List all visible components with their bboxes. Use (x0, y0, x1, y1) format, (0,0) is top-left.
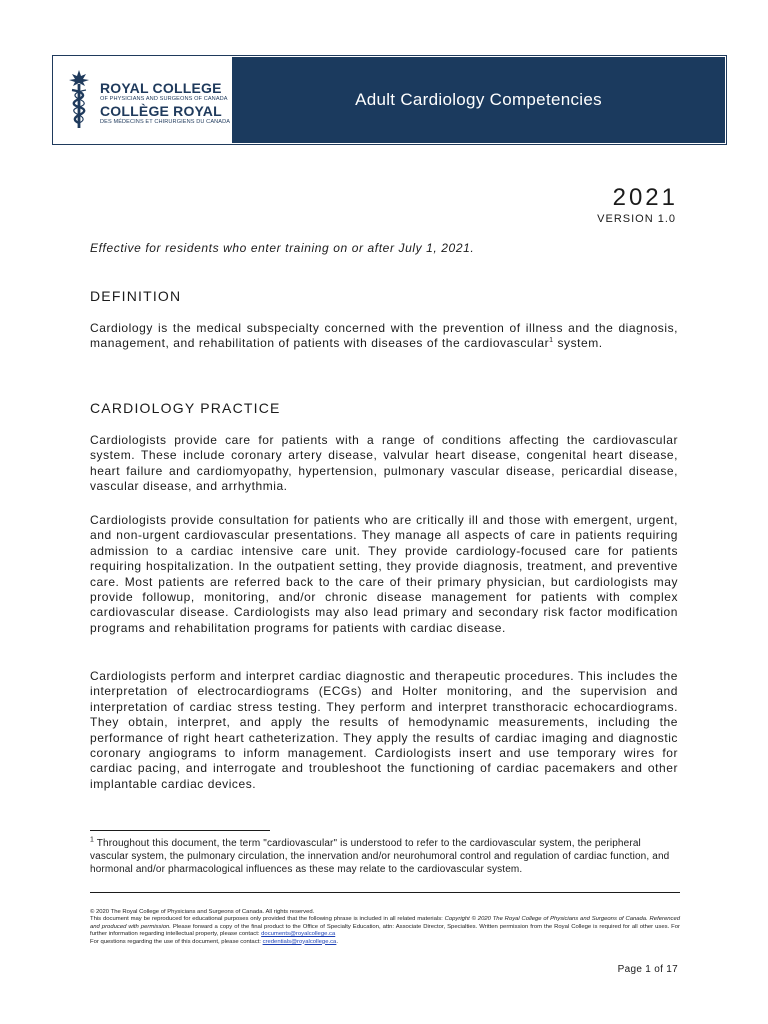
questions-text: For questions regarding the use of this document, please contact: (90, 938, 263, 945)
caduceus-crest-icon (64, 68, 94, 130)
footer-divider (90, 892, 680, 893)
footnote-marker: 1 (90, 836, 95, 844)
terms-text-continued: Please forward a copy of the final product to the Office of Specialty Education, attn: Associate Director, Specialties. Written permission from the Royal College is required for all other uses. For further information regarding intellectual property, please contact: (90, 923, 681, 938)
definition-text-end: system. (553, 336, 603, 351)
documents-email-link[interactable]: documents@royalcollege.ca (261, 931, 336, 938)
required-phrase: Copyright © 2020 The Royal College of Physicians and Surgeons of Canada. Referenced and produced with permission. (90, 916, 680, 930)
page-number: Page 1 of 17 (617, 964, 678, 975)
terms-text: This document may be reproduced for educational purposes only provided that the following phrase is included in all related materials: (90, 916, 445, 923)
reproduction-terms (90, 916, 680, 938)
effective-date-note: Effective for residents who enter training on or after July 1, 2021. (90, 241, 475, 255)
practice-paragraph-2: Cardiologists provide consultation for patients who are critically ill and those with emergent, urgent, and non-urgent cardiovascular presentations. They manage all aspects of care in patients requiring admission to a cardiac intensive care unit. They provide cardiology-focused care for patients requiring hospitalization. In the outpatient setting, they provide diagnosis, treatment, and preventive care. Most patients are referred back to the care of their primary physician, but cardiologists may provide followup, monitoring, and/or chronic disease management for patients with complex cardiovascular disease. Cardiologists may also lead primary and secondary risk factor modification programs and rehabilitation programs for patients with cardiac disease. (90, 513, 678, 635)
questions-contact (90, 939, 680, 946)
footnote-text: Throughout this document, the term "cardiovascular" is understood to refer to the cardiovascular system, the peripheral vascular system, the pulmonary circulation, the innervation and/or neurohumoral control and regulation of cardiac function, and hormonal and/or pharmacological influences as these may relate to the cardiovascular system. (90, 838, 670, 875)
questions-text-end: . (336, 938, 338, 945)
definition-paragraph (90, 321, 678, 352)
copyright-notice (90, 909, 680, 946)
footnote-divider (90, 830, 270, 831)
practice-paragraph-1: Cardiologists provide care for patients with a range of conditions affecting the cardiovascular system. These include coronary artery disease, valvular heart disease, congenital heart disease, heart failure and cardiomyopathy, hypertension, pulmonary vascular disease, pericardial disease, vascular disease, and arrhythmia. (90, 433, 678, 494)
definition-text: Cardiology is the medical subspecialty concerned with the prevention of illness and the diagnosis, management, and rehabilitation of patients with diseases of the cardiovascular (90, 321, 678, 351)
document-title: Adult Cardiology Competencies (355, 90, 602, 109)
royal-college-logo (64, 68, 231, 134)
definition-heading: DEFINITION (90, 288, 182, 304)
practice-paragraph-3: Cardiologists perform and interpret cardiac diagnostic and therapeutic procedures. This includes the interpretation of electrocardiograms (ECGs) and Holter monitoring, and the supervision and interpretation of cardiac stress testing. They perform and interpret transthoracic echocardiograms. They obtain, interpret, and apply the results of hemodynamic measurements, including the performance of right heart catheterization. They apply the results of cardiac imaging and diagnostic coronary angiograms to inform management. Cardiologists insert and use temporary wires for cardiac pacing, and interrogate and troubleshoot the functioning of cardiac pacemakers and other implantable cardiac devices. (90, 669, 678, 791)
copyright-line: © 2020 The Royal College of Physicians and Surgeons of Canada. All rights reserved. (90, 909, 315, 915)
logo-wordmark-english: ROYAL COLLEGE (100, 80, 222, 96)
footnote-reference[interactable]: 1 (549, 337, 554, 345)
document-version: VERSION 1.0 (597, 213, 676, 225)
logo-wordmark-french: COLLÈGE ROYAL (100, 103, 222, 119)
logo-subtitle-english: OF PHYSICIANS AND SURGEONS OF CANADA (100, 96, 228, 102)
logo-subtitle-french: DES MÉDECINS ET CHIRURGIENS DU CANADA (100, 119, 231, 125)
document-title-band (232, 57, 725, 143)
cardiology-practice-heading: CARDIOLOGY PRACTICE (90, 400, 281, 416)
credentials-email-link[interactable]: credentials@royalcollege.ca (262, 938, 337, 945)
footnote (90, 838, 682, 876)
document-year: 2021 (612, 184, 678, 211)
